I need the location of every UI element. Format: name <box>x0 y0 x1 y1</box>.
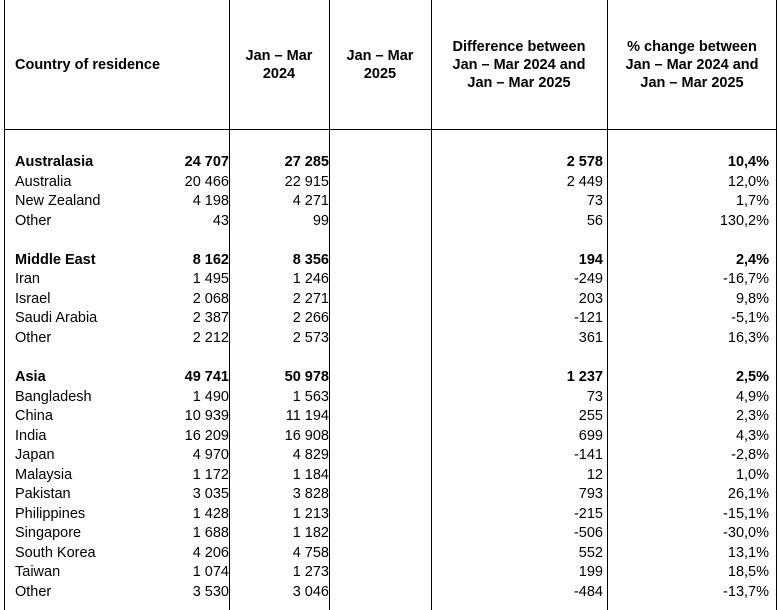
table-row <box>5 563 776 583</box>
table-row <box>5 388 776 408</box>
table-row <box>5 427 776 447</box>
header-difference: Difference between Jan – Mar 2024 and Jan – Mar 2025 <box>452 38 586 91</box>
difference-cell: 699 <box>578 427 603 444</box>
difference-cell: 56 <box>586 212 603 229</box>
value-2025-cell: 2 573 <box>292 329 329 346</box>
table-row <box>5 466 776 486</box>
table-row <box>5 407 776 427</box>
percent-change-cell: -16,7% <box>723 271 769 288</box>
percent-change-cell: 2,5% <box>735 369 769 386</box>
difference-cell: 2 449 <box>566 173 603 190</box>
header-2025: Jan – Mar 2025 <box>346 47 414 82</box>
percent-change-cell: 1,7% <box>735 193 769 210</box>
country-cell: Asia <box>15 369 46 386</box>
difference-cell: -249 <box>573 271 603 288</box>
value-2025-cell: 3 828 <box>292 486 329 503</box>
value-2024-cell: 3 530 <box>192 584 229 601</box>
value-2024-cell: 43 <box>212 212 229 229</box>
country-cell: Iran <box>15 271 40 288</box>
country-cell: Israel <box>15 290 51 307</box>
value-2025-cell: 4 271 <box>292 193 329 210</box>
value-2025-cell: 1 246 <box>292 271 329 288</box>
value-2024-cell: 49 741 <box>184 369 229 386</box>
difference-cell: 2 578 <box>566 154 603 170</box>
table-row <box>5 524 776 544</box>
value-2024-cell: 24 707 <box>184 154 229 170</box>
value-2025-cell: 1 184 <box>292 466 329 483</box>
value-2025-cell: 16 908 <box>284 427 329 444</box>
value-2025-cell: 1 273 <box>292 564 329 581</box>
table-row <box>5 212 776 232</box>
value-2024-cell: 1 688 <box>192 525 229 542</box>
value-2024-cell: 2 068 <box>192 290 229 307</box>
percent-change-cell: 4,9% <box>735 388 769 405</box>
country-cell: Other <box>15 584 52 601</box>
value-2025-cell: 1 213 <box>292 505 329 522</box>
country-cell: Japan <box>15 447 55 464</box>
difference-cell: 552 <box>578 544 603 561</box>
value-2024-cell: 4 206 <box>192 544 229 561</box>
value-2024-cell: 1 490 <box>192 388 229 405</box>
value-2024-cell: 2 212 <box>192 329 229 346</box>
country-cell: Other <box>15 329 52 346</box>
value-2025-cell: 2 266 <box>292 310 329 327</box>
table-row <box>5 309 776 329</box>
difference-cell: -121 <box>573 310 603 327</box>
region-total-row <box>5 251 776 271</box>
value-2024-cell: 1 172 <box>192 466 229 483</box>
value-2024-cell: 1 074 <box>192 564 229 581</box>
value-2025-cell: 27 285 <box>284 154 329 170</box>
country-cell: Australasia <box>15 154 94 170</box>
country-cell: Singapore <box>15 525 82 542</box>
difference-cell: -484 <box>573 584 603 601</box>
percent-change-cell: 18,5% <box>727 564 769 581</box>
country-cell: New Zealand <box>15 193 101 210</box>
value-2025-cell: 8 356 <box>292 251 329 268</box>
value-2025-cell: 3 046 <box>292 584 329 601</box>
table-row <box>5 505 776 525</box>
difference-cell: 793 <box>578 486 603 503</box>
percent-change-cell: 130,2% <box>719 212 769 229</box>
country-cell: Pakistan <box>15 486 71 503</box>
value-2024-cell: 20 466 <box>184 173 229 190</box>
percent-change-cell: 13,1% <box>727 544 769 561</box>
country-cell: Saudi Arabia <box>15 310 98 327</box>
country-cell: Australia <box>15 173 72 190</box>
difference-cell: 1 237 <box>566 369 603 386</box>
percent-change-cell: 26,1% <box>727 486 769 503</box>
difference-cell: 73 <box>586 388 603 405</box>
header-divider <box>5 129 776 130</box>
group-spacer <box>5 348 776 368</box>
country-cell: Other <box>15 212 52 229</box>
difference-cell: 203 <box>578 290 603 307</box>
percent-change-cell: 12,0% <box>727 173 769 190</box>
table-row <box>5 544 776 564</box>
value-2024-cell: 1 495 <box>192 271 229 288</box>
value-2025-cell: 22 915 <box>284 173 329 190</box>
country-cell: China <box>15 408 53 425</box>
country-cell: Philippines <box>15 505 86 522</box>
header-country: Country of residence <box>15 56 161 73</box>
table-row <box>5 485 776 505</box>
value-2025-cell: 1 563 <box>292 388 329 405</box>
table-row <box>5 329 776 349</box>
percent-change-cell: -30,0% <box>723 525 769 542</box>
percent-change-cell: -13,7% <box>723 584 769 601</box>
value-2025-cell: 50 978 <box>284 369 329 386</box>
country-cell: South Korea <box>15 544 96 561</box>
header-percent-change: % change between Jan – Mar 2024 and Jan – Mar 2025 <box>625 38 759 91</box>
country-cell: Malaysia <box>15 466 73 483</box>
table-body <box>5 153 776 603</box>
value-2025-cell: 4 758 <box>292 544 329 561</box>
difference-cell: 361 <box>578 329 603 346</box>
table-row <box>5 270 776 290</box>
value-2024-cell: 3 035 <box>192 486 229 503</box>
value-2024-cell: 8 162 <box>192 251 229 268</box>
percent-change-cell: -2,8% <box>731 447 769 464</box>
difference-cell: 194 <box>578 251 603 268</box>
value-2025-cell: 4 829 <box>292 447 329 464</box>
region-total-row <box>5 368 776 388</box>
percent-change-cell: 4,3% <box>735 427 769 444</box>
value-2024-cell: 16 209 <box>184 427 229 444</box>
value-2024-cell: 4 198 <box>192 193 229 210</box>
value-2025-cell: 11 194 <box>285 408 329 425</box>
country-cell: India <box>15 427 47 444</box>
value-2024-cell: 1 428 <box>192 505 229 522</box>
country-cell: Taiwan <box>15 564 61 581</box>
percent-change-cell: 9,8% <box>735 290 769 307</box>
header-2024: Jan – Mar 2024 <box>245 47 313 82</box>
difference-cell: 255 <box>578 408 603 425</box>
country-cell: Bangladesh <box>15 388 92 405</box>
percent-change-cell: 1,0% <box>735 466 769 483</box>
difference-cell: 199 <box>578 564 603 581</box>
region-total-row <box>5 153 776 173</box>
percent-change-cell: 2,3% <box>735 408 769 425</box>
difference-cell: -506 <box>573 525 603 542</box>
percent-change-cell: 16,3% <box>727 329 769 346</box>
table-row <box>5 173 776 193</box>
group-spacer <box>5 231 776 251</box>
value-2024-cell: 4 970 <box>192 447 229 464</box>
percent-change-cell: 10,4% <box>727 154 769 170</box>
value-2025-cell: 99 <box>312 212 329 229</box>
value-2024-cell: 2 387 <box>192 310 229 327</box>
difference-cell: -141 <box>573 447 603 464</box>
difference-cell: -215 <box>573 505 603 522</box>
percent-change-cell: 2,4% <box>735 251 769 268</box>
value-2024-cell: 10 939 <box>184 408 229 425</box>
percent-change-cell: -15,1% <box>723 505 769 522</box>
table-row <box>5 192 776 212</box>
country-cell: Middle East <box>15 251 96 268</box>
percent-change-cell: -5,1% <box>731 310 769 327</box>
table-row <box>5 446 776 466</box>
difference-cell: 73 <box>586 193 603 210</box>
table-row <box>5 583 776 603</box>
residence-table <box>4 0 777 610</box>
value-2025-cell: 2 271 <box>292 290 329 307</box>
value-2025-cell: 1 182 <box>292 525 329 542</box>
table-row <box>5 290 776 310</box>
difference-cell: 12 <box>586 466 603 483</box>
